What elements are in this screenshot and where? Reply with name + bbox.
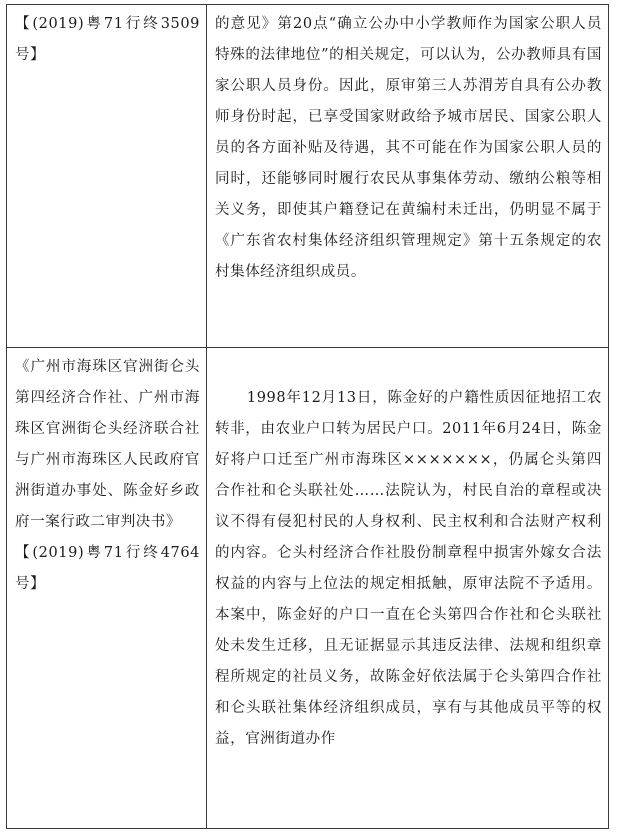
table-row (7, 348, 609, 829)
case-excerpt: 的意见》第20点“确立公办中小学教师作为国家公职人员特殊的法律地位”的相关规定，可以认为，公办教师具有国家公职人员身份。因此，原审第三人苏渭芳自具有公办教师身份时起，已享受国家财政给予城市居民、国家公职人员的各方面补贴及待遇，其不可能在作为国家公职人员的同时，还能够同时履行农民从事集体劳动、缴纳公粮等相关义务，即使其户籍登记在黄编村未迁出，仍明显不属于《广东省农村集体经济组织管理规定》第十五条规定的农村集体经济组织成员。 (215, 16, 602, 280)
case-cell-right (207, 348, 609, 829)
case-table (6, 4, 609, 829)
case-number: 【(2019)粤71行终4764号】 (15, 545, 200, 592)
case-excerpt: 1998年12月13日，陈金好的户籍性质因征地招工农转非，由农业户口转为居民户口。2011年6月24日，陈金好将户口迁至广州市海珠区×××××××，仍属仑头第四合作社和仑头联社处……法院认为，村民自治的章程或决议不得有侵犯村民的人身权利、民主权利和合法财产权利的内容。仑头村经济合作社股份制章程中损害外嫁女合法权益的内容与上位法的规定相抵触，原审法院不予适用。本案中，陈金好的户口一直在仑头第四合作社和仑头联社处未发生迁移，且无证据显示其违反法律、法规和组织章程所规定的社员义务，故陈金好依法属于仑头第四合作社和仑头联社集体经济组织成员，享有与其他成员平等的权益，官洲街道办作 (215, 390, 602, 747)
case-number: 【(2019)粤71行终3509号】 (15, 16, 200, 63)
case-cell-right (207, 5, 609, 348)
case-title: 《广州市海珠区官洲街仑头第四经济合作社、广州市海珠区官洲街仑头经济联合社与广州市海珠区人民政府官洲街道办事处、陈金好乡政府一案行政二审判决书》 (15, 359, 200, 530)
table-row (7, 5, 609, 348)
case-cell-left (7, 5, 207, 348)
case-cell-left (7, 348, 207, 829)
